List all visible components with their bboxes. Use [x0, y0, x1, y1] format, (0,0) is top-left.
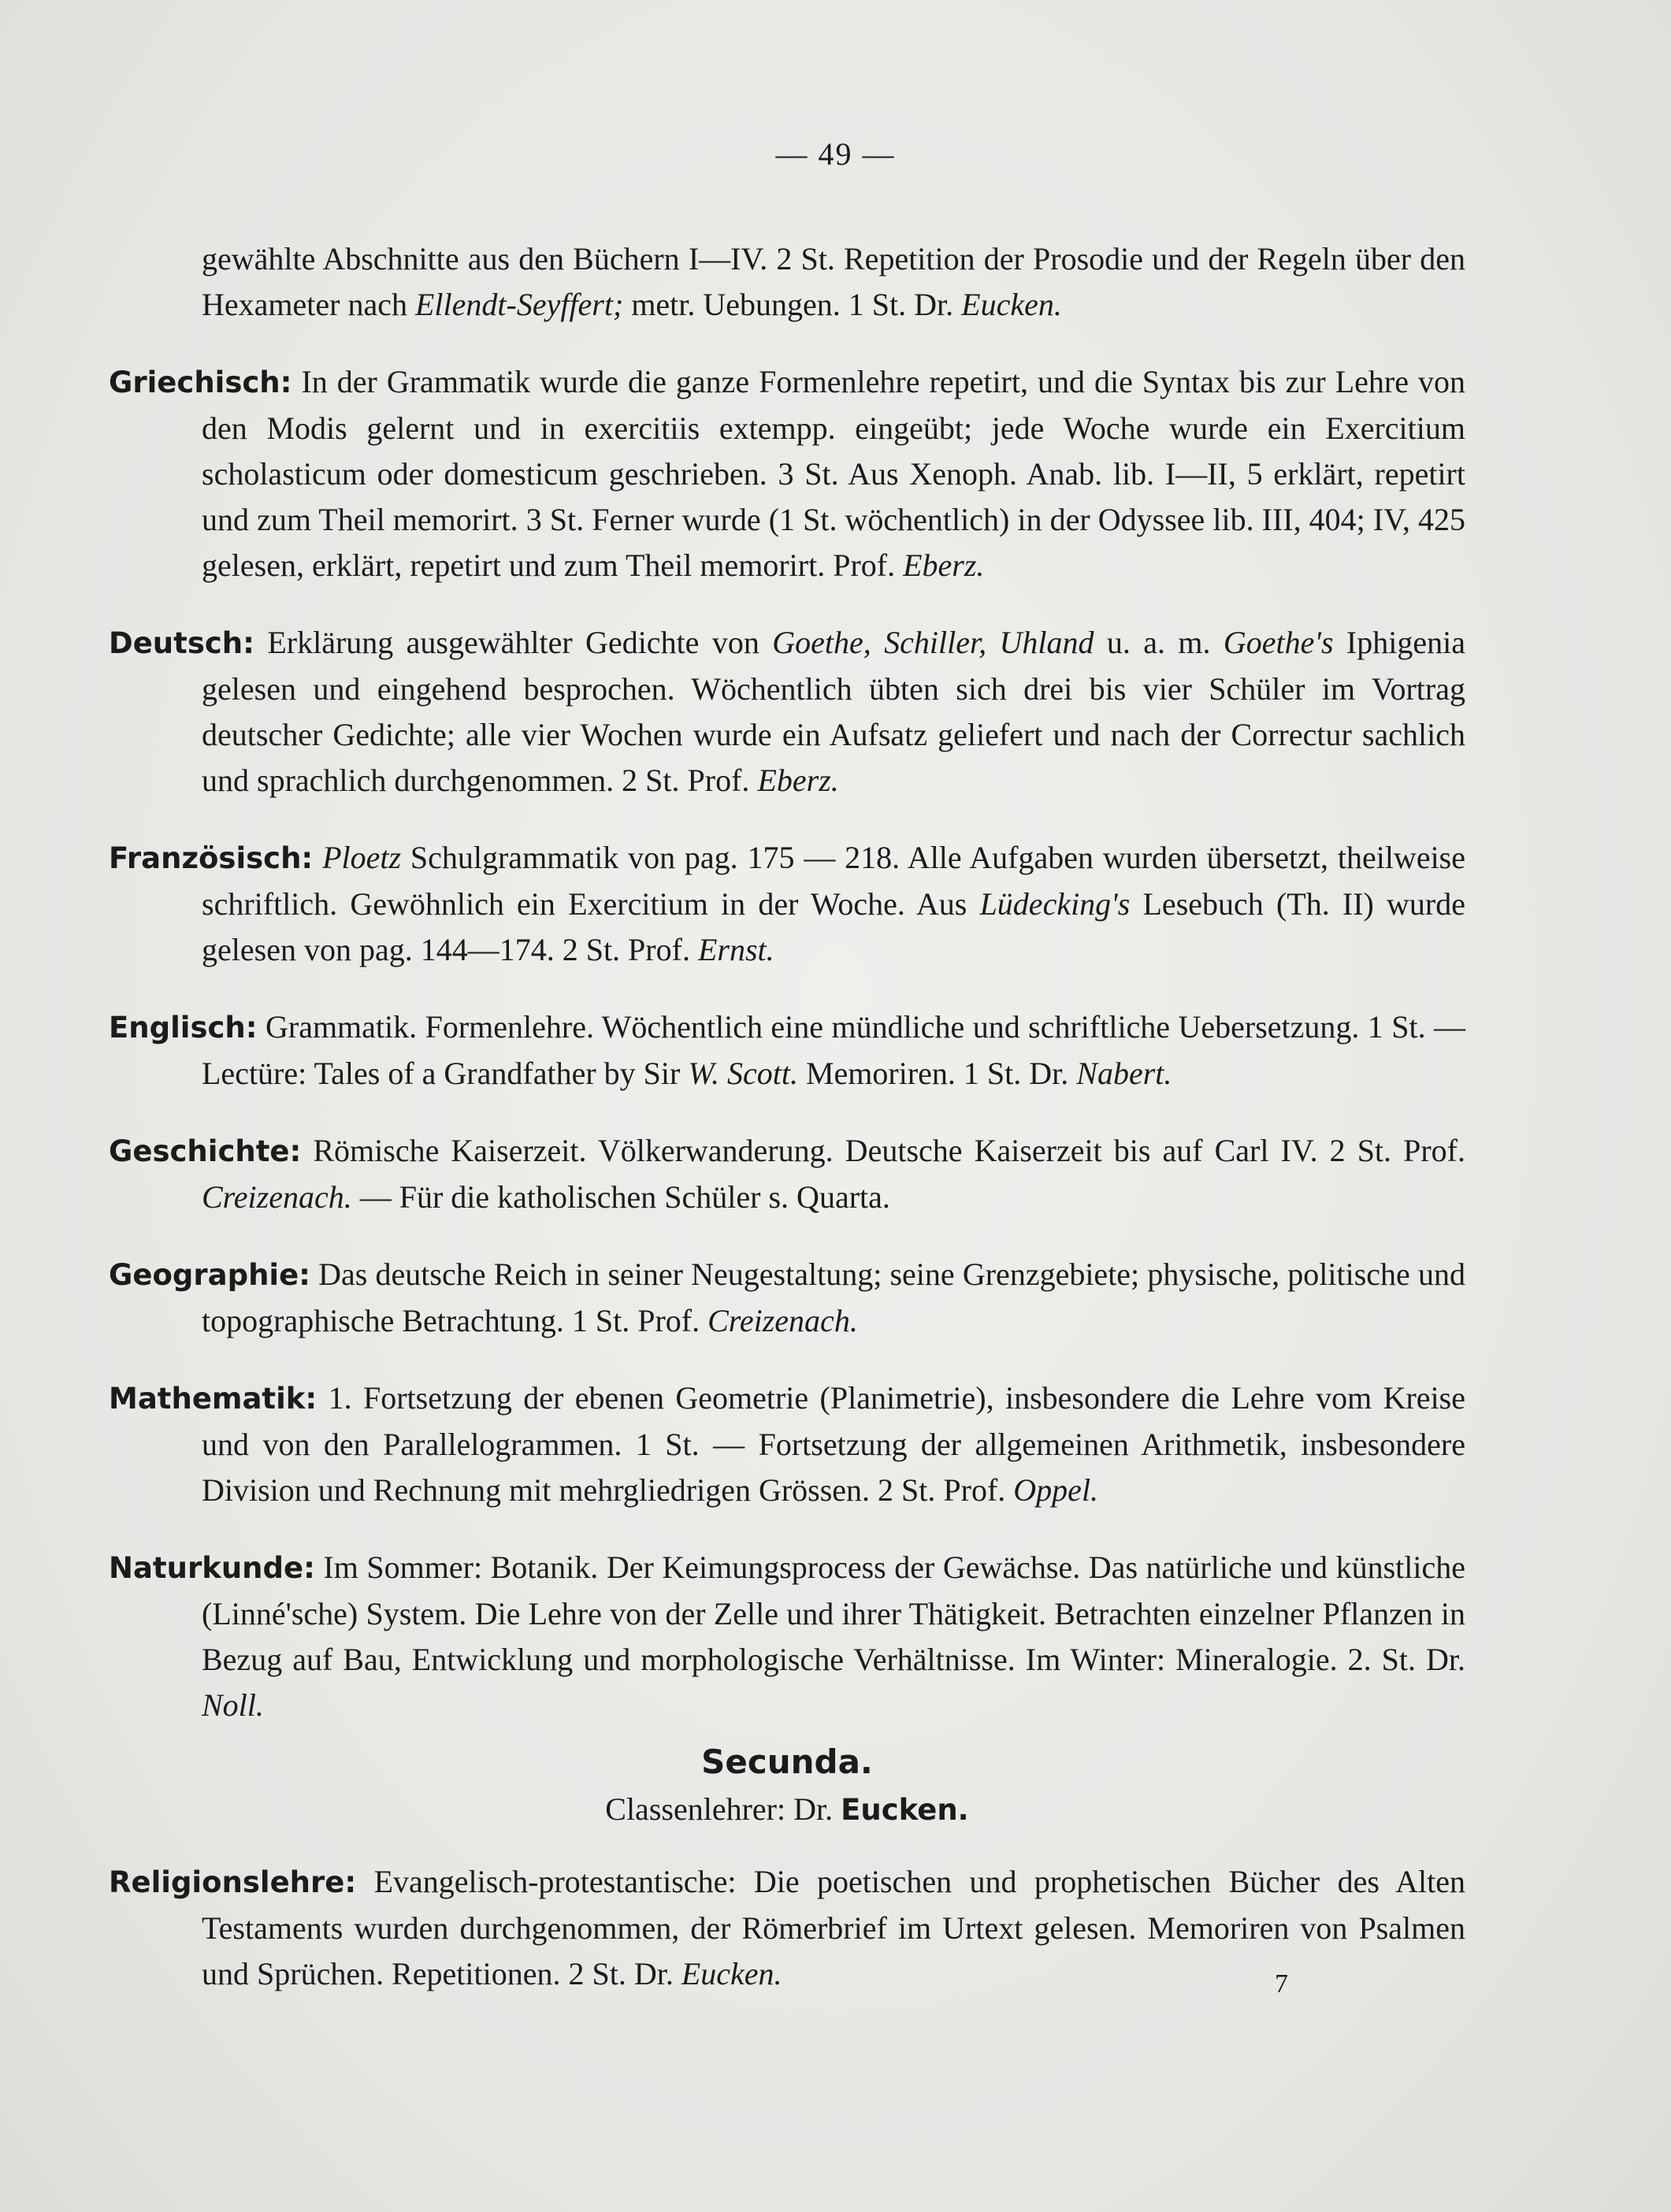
subject-heading: Mathematik:	[109, 1382, 317, 1416]
body-text: 1. Fortsetzung der ebenen Geometrie (Planimetrie), insbesondere die Lehre vom Kreise und von den Parallelogrammen. 1 St. — Fortsetzung der allgemeinen Arithmetik, insbesondere Division und Rechnung mit mehrgliedrigen Grössen. 2 St. Prof.	[202, 1380, 1465, 1508]
body-text: Das deutsche Reich in seiner Neugestaltung; seine Grenzgebiete; physische, politische und topographische Betrachtung. 1 St. Prof.	[202, 1256, 1465, 1338]
body-text: — Für die katholischen Schüler s. Quarta.	[351, 1179, 890, 1215]
subject-heading: Geschichte:	[109, 1134, 302, 1168]
page-body	[109, 205, 1465, 2000]
emphasized-text: Oppel.	[1013, 1472, 1099, 1508]
subject-heading: Naturkunde:	[109, 1551, 315, 1585]
class-teacher-line	[109, 1791, 1465, 1828]
emphasized-text: Ploetz	[322, 840, 402, 875]
subject-heading: Religionslehre:	[109, 1865, 357, 1899]
subject-paragraph	[109, 1375, 1465, 1513]
emphasized-text: Noll.	[202, 1687, 264, 1723]
body-text: Im Sommer: Botanik. Der Keimungsprocess der Gewächse. Das natürliche und künstliche (Linné'sche) System. Die Lehre von der Zelle und ihrer Thätigkeit. Betrachten einzelner Pflanzen in Bezug auf Bau, Entwicklung und morphologische Verhältnisse. Im Winter: Mineralogie. 2. St. Dr.	[202, 1550, 1465, 1677]
subject-paragraph	[109, 359, 1465, 588]
emphasized-text: Creizenach.	[707, 1303, 858, 1338]
body-text: Römische Kaiserzeit. Völkerwanderung. Deutsche Kaiserzeit bis auf Carl IV. 2 St. Prof.	[301, 1133, 1465, 1168]
class-teacher-label: Classenlehrer: Dr.	[605, 1791, 834, 1827]
emphasized-text: Goethe's	[1223, 625, 1334, 660]
subject-heading: Englisch:	[109, 1011, 258, 1045]
body-text: Memoriren. 1 St. Dr.	[797, 1056, 1077, 1091]
emphasized-text: Eucken.	[681, 1956, 782, 1991]
subject-paragraph	[109, 1252, 1465, 1344]
subject-paragraph	[109, 1004, 1465, 1097]
subject-paragraph	[109, 835, 1465, 973]
subject-heading: Französisch:	[109, 841, 314, 875]
body-text: Grammatik. Formenlehre. Wöchentlich eine mündliche und schriftliche Uebersetzung. 1 St. — Lectüre: Tales of a Grandfather by Sir	[202, 1009, 1465, 1091]
subject-heading: Deutsch:	[109, 626, 254, 660]
body-text: metr. Uebungen. 1 St. Dr.	[623, 287, 962, 322]
continuation-paragraph	[109, 236, 1465, 328]
emphasized-text: Eucken.	[961, 287, 1062, 322]
emphasized-text: W. Scott.	[688, 1056, 798, 1091]
emphasized-text: Eberz.	[757, 763, 839, 798]
body-text	[313, 840, 322, 875]
subject-paragraph	[109, 620, 1465, 804]
subject-paragraph	[109, 1859, 1465, 1997]
emphasized-text: Goethe, Schiller, Uhland	[772, 625, 1094, 660]
body-text: Evangelisch-protestantische: Die poetischen und prophetischen Bücher des Alten Testaments wurden durchgenommen, der Römerbrief im Urtext gelesen. Memoriren von Psalmen und Sprüchen. Repetitionen. 2 St. Dr.	[202, 1864, 1465, 1991]
class-teacher-name: Eucken.	[841, 1793, 969, 1827]
emphasized-text: Lüdecking's	[979, 886, 1131, 922]
body-text: In der Grammatik wurde die ganze Formenlehre repetirt, und die Syntax bis zur Lehre von den Modis gelernt und in exercitiis extempp. eingeübt; jede Woche wurde ein Exercitium scholasticum oder domesticum geschrieben. 3 St. Aus Xenoph. Anab. lib. I—II, 5 erklärt, repetirt und zum Theil memorirt. 3 St. Ferner wurde (1 St. wöchentlich) in der Odyssee lib. III, 404; IV, 425 gelesen, erklärt, repetirt und zum Theil memorirt. Prof.	[202, 364, 1465, 583]
emphasized-text: Creizenach.	[202, 1179, 352, 1215]
emphasized-text: Ellendt-Seyffert;	[414, 287, 624, 322]
subject-heading: Geographie:	[109, 1258, 310, 1292]
body-text: Lesebuch (Th. II) wurde gelesen von pag. 144—174. 2 St. Prof.	[202, 886, 1466, 967]
emphasized-text: Eberz.	[903, 547, 985, 583]
sheet-signature: 7	[1275, 1969, 1288, 1999]
subject-paragraph	[109, 1128, 1465, 1220]
subject-list	[109, 236, 1465, 1728]
emphasized-text: Nabert.	[1076, 1056, 1172, 1091]
section-subject-list	[109, 1859, 1465, 1997]
section-title: Secunda.	[701, 1743, 873, 1781]
body-text: gewählte Abschnitte aus den Büchern I—IV. 2 St. Repetition der Prosodie und der Regeln über den Hexameter nach	[202, 241, 1465, 322]
emphasized-text: Ernst.	[697, 932, 774, 967]
page-number: — 49 —	[775, 136, 896, 172]
subject-paragraph	[109, 1545, 1465, 1728]
body-text: Iphigenia gelesen und eingehend besprochen. Wöchentlich übten sich drei bis vier Schüler im Vortrag deutscher Gedichte; alle vier Wochen wurde ein Aufsatz geliefert und nach der Correctur sachlich und sprachlich durchgenommen. 2 St. Prof.	[202, 625, 1465, 798]
body-text: Erklärung ausgewählter Gedichte von	[254, 625, 773, 660]
body-text: u. a. m.	[1094, 625, 1224, 660]
body-text: Schulgrammatik von pag. 175 — 218. Alle Aufgaben wurden übersetzt, theilweise schriftlich. Gewöhnlich ein Exercitium in der Woche. Aus	[202, 840, 1466, 922]
subject-heading: Griechisch:	[109, 366, 292, 399]
